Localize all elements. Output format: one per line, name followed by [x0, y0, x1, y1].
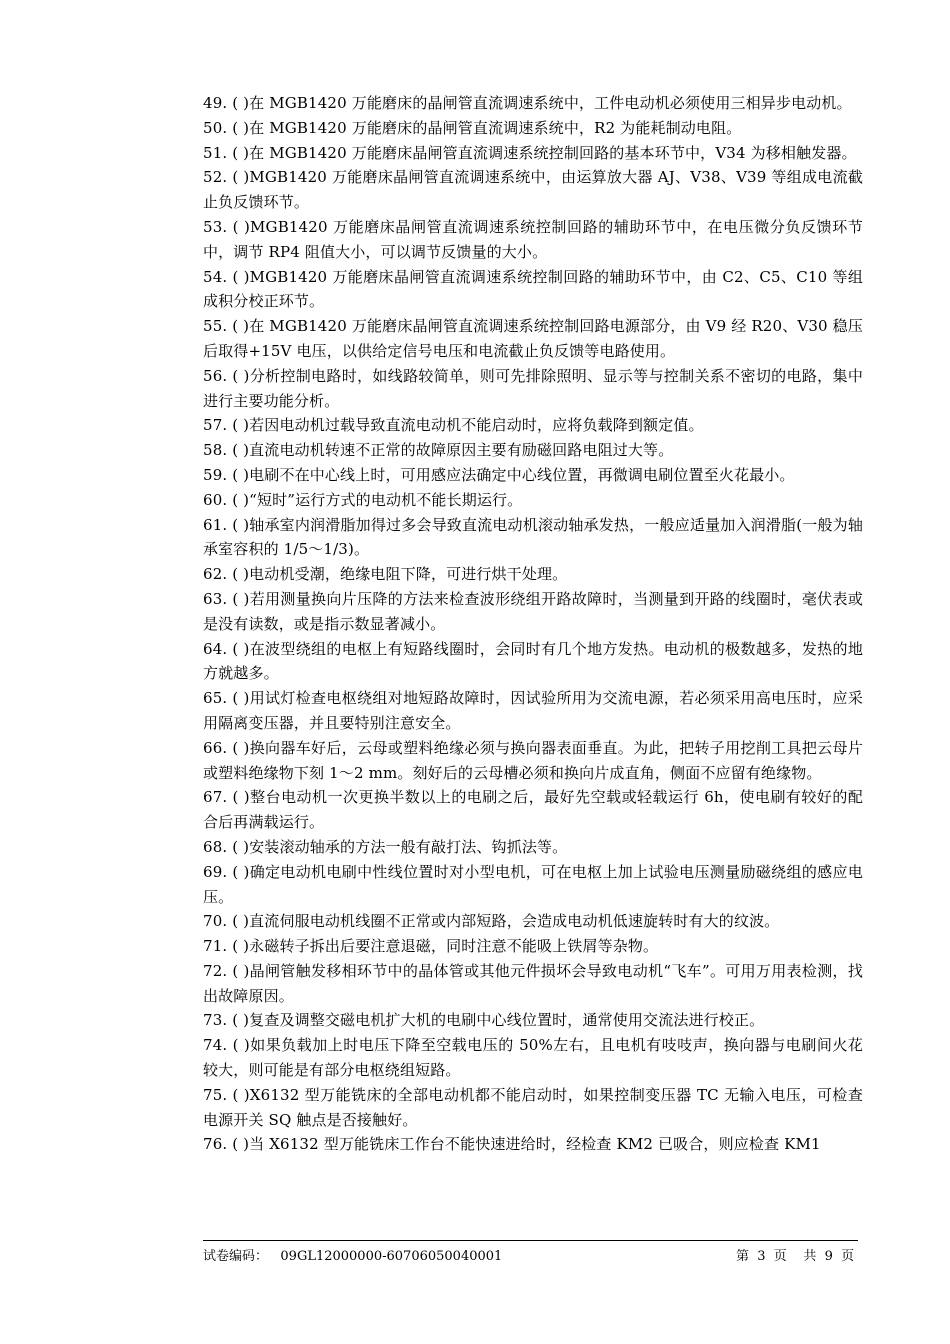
question-item: 58. ( )直流电动机转速不正常的故障原因主要有励磁回路电阻过大等。: [203, 441, 674, 460]
question-item: 59. ( )电刷不在中心线上时，可用感应法确定中心线位置，再微调电刷位置至火花最小。: [203, 465, 795, 484]
question-item: 74. ( )如果负载加上时电压下降至空载电压的 50%左右，且电机有吱吱声，换向器与电刷间火花较大，则可能是有部分电枢绕组短路。: [203, 1036, 863, 1080]
question-item: 50. ( )在 MGB1420 万能磨床的晶闸管直流调速系统中，R2 为能耗制动电阻。: [203, 118, 742, 137]
footer-divider: [203, 1240, 858, 1241]
question-item: 51. ( )在 MGB1420 万能磨床晶闸管直流调速系统控制回路的基本环节中，V34 为移相触发器。: [203, 143, 857, 162]
question-item: 49. ( )在 MGB1420 万能磨床的晶闸管直流调速系统中，工件电动机必须使用三相异步电动机。: [203, 94, 852, 112]
question-item: 75. ( )X6132 型万能铣床的全部电动机都不能启动时，如果控制变压器 TC 无输入电压，可检查电源开关 SQ 触点是否接触好。: [203, 1085, 863, 1129]
question-item: 55. ( )在 MGB1420 万能磨床晶闸管直流调速系统控制回路电源部分，由 V9 经 R20、V30 稳压后取得+15V 电压，以供给定信号电压和电流截止负反馈等电路使用。: [203, 317, 863, 360]
question-item: 76. ( )当 X6132 型万能铣床工作台不能快速进给时，经检查 KM2 已吸合，则应检查 KM1: [203, 1135, 821, 1154]
question-item: 72. ( )晶闸管触发移相环节中的晶体管或其他元件损坏会导致电动机“飞车”。可用万用表检测，找出故障原因。: [203, 961, 863, 1005]
question-item: 60. ( )“短时”运行方式的电动机不能长期运行。: [203, 490, 523, 509]
question-item: 67. ( )整台电动机一次更换半数以上的电刷之后，最好先空载或轻载运行 6h，使电刷有较好的配合后再满载运行。: [203, 788, 863, 832]
question-item: 57. ( )若因电动机过载导致直流电动机不能启动时，应将负载降到额定值。: [203, 416, 704, 435]
page-number: 第 3 页 共 9 页: [736, 1249, 855, 1264]
question-item: 63. ( )若用测量换向片压降的方法来检查波形绕组开路故障时，当测量到开路的线圈时，毫伏表或是没有读数，或是指示数显著减小。: [203, 589, 863, 633]
question-item: 53. ( )MGB1420 万能磨床晶闸管直流调速系统控制回路的辅助环节中，在电压微分负反馈环节中，调节 RP4 阻值大小，可以调节反馈量的大小。: [203, 217, 863, 261]
question-item: 73. ( )复查及调整交磁电机扩大机的电刷中心线位置时，通常使用交流法进行校正。: [203, 1011, 765, 1030]
question-item: 70. ( )直流伺服电动机线圈不正常或内部短路，会造成电动机低速旋转时有大的纹波。: [203, 912, 780, 931]
question-item: 56. ( )分析控制电路时，如线路较简单，则可先排除照明、显示等与控制关系不密切的电路，集中进行主要功能分析。: [203, 366, 863, 410]
question-item: 61. ( )轴承室内润滑脂加得过多会导致直流电动机滚动轴承发热，一般应适量加入润滑脂(一般为轴承室容积的 1/5～1/3)。: [203, 515, 863, 559]
question-list: [203, 91, 863, 1157]
question-item: 68. ( )安装滚动轴承的方法一般有敲打法、钩抓法等。: [203, 837, 568, 856]
paper-code: 试卷编码： 09GL12000000-60706050040001: [203, 1249, 503, 1264]
question-item: 64. ( )在波型绕组的电枢上有短路线圈时，会同时有几个地方发热。电动机的极数越多，发热的地方就越多。: [203, 639, 863, 683]
question-item: 54. ( )MGB1420 万能磨床晶闸管直流调速系统控制回路的辅助环节中，由 C2、C5、C10 等组成积分校正环节。: [203, 267, 863, 311]
question-item: 69. ( )确定电动机电刷中性线位置时对小型电机，可在电枢上加上试验电压测量励磁绕组的感应电压。: [203, 862, 863, 906]
question-item: 62. ( )电动机受潮，绝缘电阻下降，可进行烘干处理。: [203, 565, 568, 584]
question-item: 65. ( )用试灯检查电枢绕组对地短路故障时，因试验所用为交流电源，若必须采用高电压时，应采用隔离变压器，并且要特别注意安全。: [203, 689, 863, 732]
question-item: 66. ( )换向器车好后，云母或塑料绝缘必须与换向器表面垂直。为此，把转子用挖削工具把云母片或塑料绝缘物下刻 1～2 mm。刻好后的云母槽必须和换向片成直角，侧面不应留有绝缘物。: [203, 738, 863, 782]
question-item: 71. ( )永磁转子拆出后要注意退磁，同时注意不能吸上铁屑等杂物。: [203, 937, 659, 956]
question-item: 52. ( )MGB1420 万能磨床晶闸管直流调速系统中，由运算放大器 AJ、V38、V39 等组成电流截止负反馈环节。: [203, 168, 863, 212]
